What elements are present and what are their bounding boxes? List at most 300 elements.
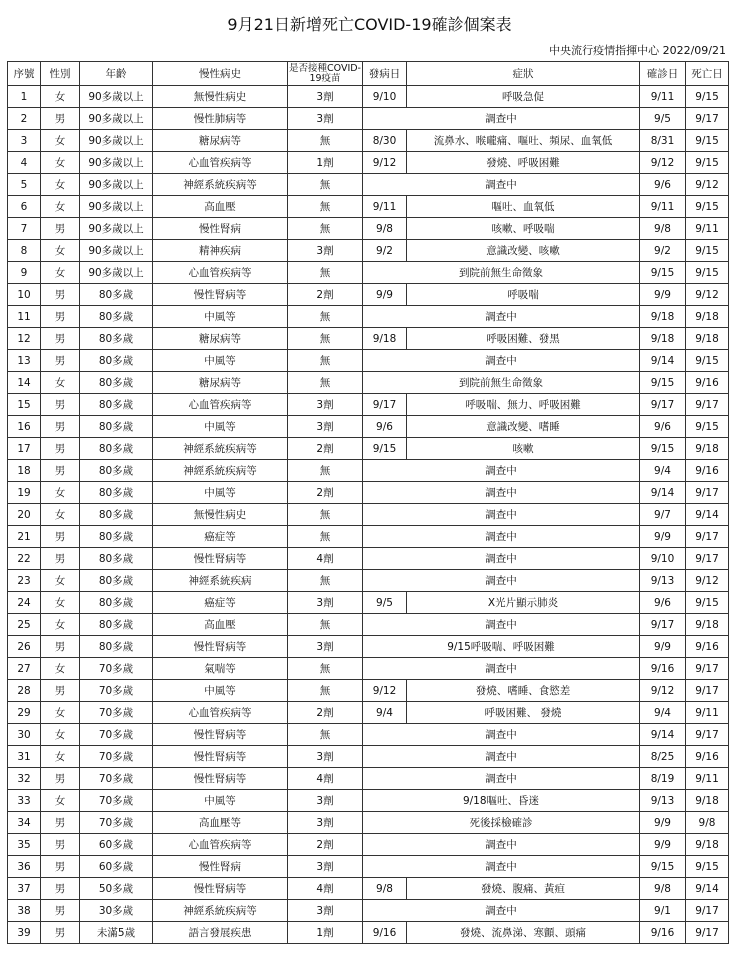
cell-symptom: 發燒、腹痛、黃疸 xyxy=(407,878,640,900)
cell-symptom: 調查中 xyxy=(363,504,640,526)
cell-confirm: 9/15 xyxy=(640,262,686,284)
cell-vaccine: 1劑 xyxy=(288,152,363,174)
cell-sex: 男 xyxy=(41,284,80,306)
table-row xyxy=(8,702,729,724)
cell-death: 9/16 xyxy=(686,460,729,482)
cell-seq: 28 xyxy=(8,680,41,702)
table-row xyxy=(8,152,729,174)
cell-death: 9/16 xyxy=(686,746,729,768)
cell-symptom: 調查中 xyxy=(363,350,640,372)
cell-sex: 女 xyxy=(41,174,80,196)
cell-seq: 31 xyxy=(8,746,41,768)
cell-vaccine: 3劑 xyxy=(288,746,363,768)
table-row xyxy=(8,724,729,746)
header-death: 死亡日 xyxy=(686,62,729,86)
cell-confirm: 9/12 xyxy=(640,152,686,174)
cell-sex: 男 xyxy=(41,438,80,460)
cell-seq: 24 xyxy=(8,592,41,614)
cell-age: 70多歲 xyxy=(80,702,153,724)
cell-seq: 27 xyxy=(8,658,41,680)
cell-vaccine: 無 xyxy=(288,526,363,548)
cell-vaccine: 2劑 xyxy=(288,482,363,504)
cell-sex: 男 xyxy=(41,680,80,702)
table-row xyxy=(8,372,729,394)
cell-age: 80多歲 xyxy=(80,284,153,306)
cell-sex: 女 xyxy=(41,130,80,152)
cell-seq: 9 xyxy=(8,262,41,284)
cell-onset: 9/15 xyxy=(363,438,407,460)
page-title: 9月21日新增死亡COVID-19確診個案表 xyxy=(227,15,512,34)
table-row xyxy=(8,328,729,350)
cell-chronic: 慢性腎病 xyxy=(153,218,288,240)
cell-death: 9/18 xyxy=(686,438,729,460)
cell-sex: 男 xyxy=(41,922,80,944)
cell-confirm: 9/2 xyxy=(640,240,686,262)
cell-age: 70多歲 xyxy=(80,768,153,790)
cell-symptom: 調查中 xyxy=(363,306,640,328)
cell-sex: 女 xyxy=(41,196,80,218)
cell-sex: 女 xyxy=(41,614,80,636)
cell-confirm: 9/13 xyxy=(640,570,686,592)
cell-confirm: 9/9 xyxy=(640,812,686,834)
cell-age: 90多歲以上 xyxy=(80,108,153,130)
cell-death: 9/14 xyxy=(686,878,729,900)
cell-age: 50多歲 xyxy=(80,878,153,900)
cell-sex: 男 xyxy=(41,878,80,900)
table-row xyxy=(8,86,729,108)
cell-sex: 女 xyxy=(41,482,80,504)
cell-confirm: 9/6 xyxy=(640,592,686,614)
cell-age: 70多歲 xyxy=(80,680,153,702)
cell-vaccine: 1劑 xyxy=(288,922,363,944)
cell-symptom: 到院前無生命徵象 xyxy=(363,262,640,284)
cell-vaccine: 3劑 xyxy=(288,592,363,614)
cell-chronic: 慢性腎病等 xyxy=(153,878,288,900)
cell-confirm: 9/8 xyxy=(640,878,686,900)
cell-age: 90多歲以上 xyxy=(80,218,153,240)
cell-death: 9/15 xyxy=(686,196,729,218)
table-row xyxy=(8,460,729,482)
cell-vaccine: 4劑 xyxy=(288,768,363,790)
cell-vaccine: 無 xyxy=(288,460,363,482)
cell-chronic: 中風等 xyxy=(153,790,288,812)
cell-vaccine: 無 xyxy=(288,218,363,240)
cell-chronic: 慢性肺病等 xyxy=(153,108,288,130)
table-row xyxy=(8,526,729,548)
cell-confirm: 9/14 xyxy=(640,724,686,746)
cell-death: 9/17 xyxy=(686,922,729,944)
cell-age: 90多歲以上 xyxy=(80,86,153,108)
cell-confirm: 9/11 xyxy=(640,86,686,108)
cell-onset: 9/16 xyxy=(363,922,407,944)
cell-sex: 女 xyxy=(41,658,80,680)
table-row xyxy=(8,592,729,614)
table-row xyxy=(8,812,729,834)
cell-sex: 女 xyxy=(41,790,80,812)
table-row xyxy=(8,900,729,922)
cell-death: 9/15 xyxy=(686,416,729,438)
cell-seq: 17 xyxy=(8,438,41,460)
cell-confirm: 9/15 xyxy=(640,856,686,878)
cell-confirm: 9/14 xyxy=(640,350,686,372)
cell-age: 90多歲以上 xyxy=(80,196,153,218)
cell-symptom: 調查中 xyxy=(363,834,640,856)
cell-death: 9/17 xyxy=(686,526,729,548)
issuer-date: 中央流行疫情指揮中心 2022/09/21 xyxy=(549,44,726,57)
table-row xyxy=(8,262,729,284)
cell-death: 9/18 xyxy=(686,614,729,636)
cell-confirm: 9/11 xyxy=(640,196,686,218)
cell-age: 80多歲 xyxy=(80,548,153,570)
table-row xyxy=(8,790,729,812)
cell-onset: 9/11 xyxy=(363,196,407,218)
cell-vaccine: 無 xyxy=(288,130,363,152)
cell-chronic: 神經系統疾病等 xyxy=(153,174,288,196)
cell-seq: 14 xyxy=(8,372,41,394)
cell-chronic: 語言發展疾患 xyxy=(153,922,288,944)
cell-seq: 23 xyxy=(8,570,41,592)
cell-chronic: 神經系統疾病等 xyxy=(153,900,288,922)
cell-death: 9/15 xyxy=(686,592,729,614)
cell-sex: 男 xyxy=(41,416,80,438)
cell-death: 9/12 xyxy=(686,284,729,306)
cell-chronic: 慢性腎病 xyxy=(153,856,288,878)
cell-chronic: 慢性腎病等 xyxy=(153,724,288,746)
cell-age: 60多歲 xyxy=(80,834,153,856)
cell-confirm: 9/16 xyxy=(640,658,686,680)
cell-chronic: 糖尿病等 xyxy=(153,130,288,152)
cell-death: 9/11 xyxy=(686,768,729,790)
cell-confirm: 9/15 xyxy=(640,372,686,394)
cell-vaccine: 3劑 xyxy=(288,86,363,108)
cell-vaccine: 無 xyxy=(288,504,363,526)
cell-seq: 13 xyxy=(8,350,41,372)
cell-confirm: 9/8 xyxy=(640,218,686,240)
cell-age: 70多歲 xyxy=(80,812,153,834)
cell-confirm: 9/16 xyxy=(640,922,686,944)
cell-chronic: 中風等 xyxy=(153,306,288,328)
cell-sex: 男 xyxy=(41,812,80,834)
cell-chronic: 神經系統疾病等 xyxy=(153,438,288,460)
cell-chronic: 慢性腎病等 xyxy=(153,768,288,790)
cell-confirm: 9/17 xyxy=(640,614,686,636)
cell-symptom: 意識改變、嗜睡 xyxy=(407,416,640,438)
cell-symptom: 調查中 xyxy=(363,526,640,548)
cell-chronic: 慢性腎病等 xyxy=(153,636,288,658)
cell-symptom: 呼吸急促 xyxy=(407,86,640,108)
cell-seq: 20 xyxy=(8,504,41,526)
cell-seq: 8 xyxy=(8,240,41,262)
cell-chronic: 心血管疾病等 xyxy=(153,834,288,856)
cell-chronic: 無慢性病史 xyxy=(153,86,288,108)
cell-chronic: 精神疾病 xyxy=(153,240,288,262)
cell-confirm: 9/4 xyxy=(640,702,686,724)
cell-confirm: 9/14 xyxy=(640,482,686,504)
cell-onset: 9/8 xyxy=(363,878,407,900)
cell-sex: 女 xyxy=(41,152,80,174)
cell-sex: 女 xyxy=(41,262,80,284)
cell-confirm: 9/9 xyxy=(640,284,686,306)
cell-vaccine: 2劑 xyxy=(288,702,363,724)
cell-sex: 女 xyxy=(41,592,80,614)
cell-vaccine: 無 xyxy=(288,658,363,680)
cell-symptom: 調查中 xyxy=(363,570,640,592)
cell-death: 9/18 xyxy=(686,306,729,328)
cell-symptom: 調查中 xyxy=(363,174,640,196)
cell-seq: 5 xyxy=(8,174,41,196)
cell-confirm: 8/25 xyxy=(640,746,686,768)
cell-death: 9/17 xyxy=(686,658,729,680)
cell-symptom: 調查中 xyxy=(363,548,640,570)
cell-chronic: 中風等 xyxy=(153,416,288,438)
cell-onset: 8/30 xyxy=(363,130,407,152)
cell-sex: 男 xyxy=(41,900,80,922)
cell-vaccine: 無 xyxy=(288,328,363,350)
cell-symptom: 9/15呼吸喘、呼吸困難 xyxy=(363,636,640,658)
cell-death: 9/12 xyxy=(686,174,729,196)
cell-seq: 19 xyxy=(8,482,41,504)
cell-death: 9/15 xyxy=(686,130,729,152)
cell-vaccine: 無 xyxy=(288,306,363,328)
cell-confirm: 9/17 xyxy=(640,394,686,416)
cell-death: 9/18 xyxy=(686,328,729,350)
cell-seq: 32 xyxy=(8,768,41,790)
cell-death: 9/16 xyxy=(686,372,729,394)
cell-vaccine: 無 xyxy=(288,570,363,592)
cell-seq: 38 xyxy=(8,900,41,922)
cell-symptom: 死後採檢確診 xyxy=(363,812,640,834)
cell-age: 80多歲 xyxy=(80,416,153,438)
header-seq: 序號 xyxy=(8,62,41,86)
header-vaccine: 是否接種COVID-19疫苗 xyxy=(289,62,361,84)
cell-symptom: 發燒、嗜睡、食慾差 xyxy=(407,680,640,702)
header-symptom: 症狀 xyxy=(407,62,640,86)
cell-chronic: 心血管疾病等 xyxy=(153,152,288,174)
cell-age: 80多歲 xyxy=(80,504,153,526)
table-row xyxy=(8,548,729,570)
cell-onset: 9/4 xyxy=(363,702,407,724)
cell-chronic: 神經系統疾病等 xyxy=(153,460,288,482)
cell-confirm: 9/13 xyxy=(640,790,686,812)
cell-sex: 女 xyxy=(41,746,80,768)
cell-sex: 男 xyxy=(41,394,80,416)
cell-symptom: 呼吸困難、發黑 xyxy=(407,328,640,350)
cell-death: 9/18 xyxy=(686,834,729,856)
cell-age: 30多歲 xyxy=(80,900,153,922)
header-age: 年齡 xyxy=(80,62,153,86)
cell-seq: 21 xyxy=(8,526,41,548)
cell-vaccine: 無 xyxy=(288,262,363,284)
table-row xyxy=(8,394,729,416)
cell-symptom: 呼吸喘 xyxy=(407,284,640,306)
cell-symptom: 咳嗽 xyxy=(407,438,640,460)
cell-vaccine: 無 xyxy=(288,680,363,702)
cell-seq: 3 xyxy=(8,130,41,152)
cell-age: 60多歲 xyxy=(80,856,153,878)
cell-chronic: 中風等 xyxy=(153,350,288,372)
cell-death: 9/17 xyxy=(686,394,729,416)
table-row xyxy=(8,614,729,636)
table-row xyxy=(8,504,729,526)
cell-seq: 18 xyxy=(8,460,41,482)
cell-symptom: 呼吸喘、無力、呼吸困難 xyxy=(407,394,640,416)
cell-death: 9/15 xyxy=(686,262,729,284)
cases-table xyxy=(7,61,729,944)
cell-age: 80多歲 xyxy=(80,306,153,328)
cell-vaccine: 無 xyxy=(288,372,363,394)
cell-seq: 22 xyxy=(8,548,41,570)
cell-sex: 男 xyxy=(41,218,80,240)
cell-sex: 女 xyxy=(41,702,80,724)
cell-age: 80多歲 xyxy=(80,372,153,394)
cell-seq: 25 xyxy=(8,614,41,636)
cell-age: 90多歲以上 xyxy=(80,152,153,174)
cell-symptom: 調查中 xyxy=(363,900,640,922)
table-row xyxy=(8,856,729,878)
table-row xyxy=(8,768,729,790)
cell-symptom: 調查中 xyxy=(363,856,640,878)
cell-onset: 9/9 xyxy=(363,284,407,306)
cell-symptom: 調查中 xyxy=(363,724,640,746)
cell-onset: 9/6 xyxy=(363,416,407,438)
cell-onset: 9/17 xyxy=(363,394,407,416)
cell-seq: 35 xyxy=(8,834,41,856)
cell-sex: 男 xyxy=(41,834,80,856)
cell-symptom: 發燒、流鼻涕、寒顫、頭痛 xyxy=(407,922,640,944)
cell-sex: 男 xyxy=(41,548,80,570)
cell-chronic: 心血管疾病等 xyxy=(153,394,288,416)
cell-symptom: 調查中 xyxy=(363,460,640,482)
table-row xyxy=(8,746,729,768)
cell-sex: 男 xyxy=(41,306,80,328)
cell-age: 80多歲 xyxy=(80,570,153,592)
table-row xyxy=(8,196,729,218)
cell-death: 9/11 xyxy=(686,702,729,724)
cell-death: 9/15 xyxy=(686,240,729,262)
cell-death: 9/8 xyxy=(686,812,729,834)
cell-confirm: 9/9 xyxy=(640,526,686,548)
cell-symptom: 意識改變、咳嗽 xyxy=(407,240,640,262)
cell-onset: 9/12 xyxy=(363,152,407,174)
cell-death: 9/15 xyxy=(686,86,729,108)
cell-confirm: 9/9 xyxy=(640,636,686,658)
cell-sex: 女 xyxy=(41,372,80,394)
table-row xyxy=(8,878,729,900)
header-confirm: 確診日 xyxy=(640,62,686,86)
cell-sex: 女 xyxy=(41,240,80,262)
table-row xyxy=(8,416,729,438)
cell-vaccine: 3劑 xyxy=(288,900,363,922)
cell-symptom: 調查中 xyxy=(363,658,640,680)
cell-seq: 26 xyxy=(8,636,41,658)
cell-death: 9/17 xyxy=(686,724,729,746)
cell-age: 90多歲以上 xyxy=(80,174,153,196)
cell-sex: 男 xyxy=(41,460,80,482)
cell-symptom: X光片顯示肺炎 xyxy=(407,592,640,614)
table-row xyxy=(8,108,729,130)
cell-symptom: 呼吸困難、 發燒 xyxy=(407,702,640,724)
cell-age: 80多歲 xyxy=(80,614,153,636)
cell-age: 90多歲以上 xyxy=(80,130,153,152)
cell-death: 9/17 xyxy=(686,108,729,130)
header-row xyxy=(8,62,729,86)
cell-chronic: 神經系統疾病 xyxy=(153,570,288,592)
cell-seq: 37 xyxy=(8,878,41,900)
cell-confirm: 9/1 xyxy=(640,900,686,922)
cell-confirm: 9/4 xyxy=(640,460,686,482)
cell-confirm: 9/18 xyxy=(640,328,686,350)
cell-death: 9/14 xyxy=(686,504,729,526)
cell-seq: 4 xyxy=(8,152,41,174)
cell-death: 9/12 xyxy=(686,570,729,592)
cell-seq: 16 xyxy=(8,416,41,438)
cell-seq: 33 xyxy=(8,790,41,812)
cell-symptom: 發燒、呼吸困難 xyxy=(407,152,640,174)
cell-chronic: 中風等 xyxy=(153,680,288,702)
cell-death: 9/17 xyxy=(686,548,729,570)
cell-age: 90多歲以上 xyxy=(80,262,153,284)
cell-vaccine: 3劑 xyxy=(288,108,363,130)
cell-death: 9/15 xyxy=(686,856,729,878)
cell-sex: 男 xyxy=(41,856,80,878)
cell-confirm: 9/18 xyxy=(640,306,686,328)
cell-onset: 9/12 xyxy=(363,680,407,702)
cell-death: 9/17 xyxy=(686,900,729,922)
cell-confirm: 8/19 xyxy=(640,768,686,790)
cell-chronic: 高血壓 xyxy=(153,196,288,218)
cell-seq: 11 xyxy=(8,306,41,328)
cell-confirm: 9/7 xyxy=(640,504,686,526)
cell-age: 80多歲 xyxy=(80,328,153,350)
cell-chronic: 高血壓 xyxy=(153,614,288,636)
cell-confirm: 9/10 xyxy=(640,548,686,570)
header-sex: 性別 xyxy=(41,62,80,86)
cell-chronic: 慢性腎病等 xyxy=(153,548,288,570)
cell-vaccine: 3劑 xyxy=(288,856,363,878)
cell-vaccine: 2劑 xyxy=(288,284,363,306)
table-row xyxy=(8,174,729,196)
cell-confirm: 9/15 xyxy=(640,438,686,460)
cell-vaccine: 無 xyxy=(288,196,363,218)
cell-age: 80多歲 xyxy=(80,350,153,372)
header-chronic: 慢性病史 xyxy=(153,62,288,86)
cell-chronic: 慢性腎病等 xyxy=(153,284,288,306)
cell-chronic: 癌症等 xyxy=(153,592,288,614)
cell-age: 未滿5歲 xyxy=(80,922,153,944)
cell-seq: 12 xyxy=(8,328,41,350)
cell-sex: 男 xyxy=(41,526,80,548)
cell-vaccine: 3劑 xyxy=(288,790,363,812)
cell-vaccine: 無 xyxy=(288,724,363,746)
cell-sex: 女 xyxy=(41,504,80,526)
cell-symptom: 調查中 xyxy=(363,746,640,768)
table-row xyxy=(8,922,729,944)
table-row xyxy=(8,834,729,856)
cell-death: 9/15 xyxy=(686,350,729,372)
table-row xyxy=(8,482,729,504)
cell-seq: 7 xyxy=(8,218,41,240)
cell-death: 9/15 xyxy=(686,152,729,174)
cell-confirm: 9/9 xyxy=(640,834,686,856)
table-body xyxy=(8,86,729,944)
cell-symptom: 咳嗽、呼吸喘 xyxy=(407,218,640,240)
cell-symptom: 嘔吐、血氧低 xyxy=(407,196,640,218)
cell-seq: 29 xyxy=(8,702,41,724)
cell-chronic: 氣喘等 xyxy=(153,658,288,680)
cell-death: 9/17 xyxy=(686,680,729,702)
cell-vaccine: 4劑 xyxy=(288,878,363,900)
cell-confirm: 8/31 xyxy=(640,130,686,152)
